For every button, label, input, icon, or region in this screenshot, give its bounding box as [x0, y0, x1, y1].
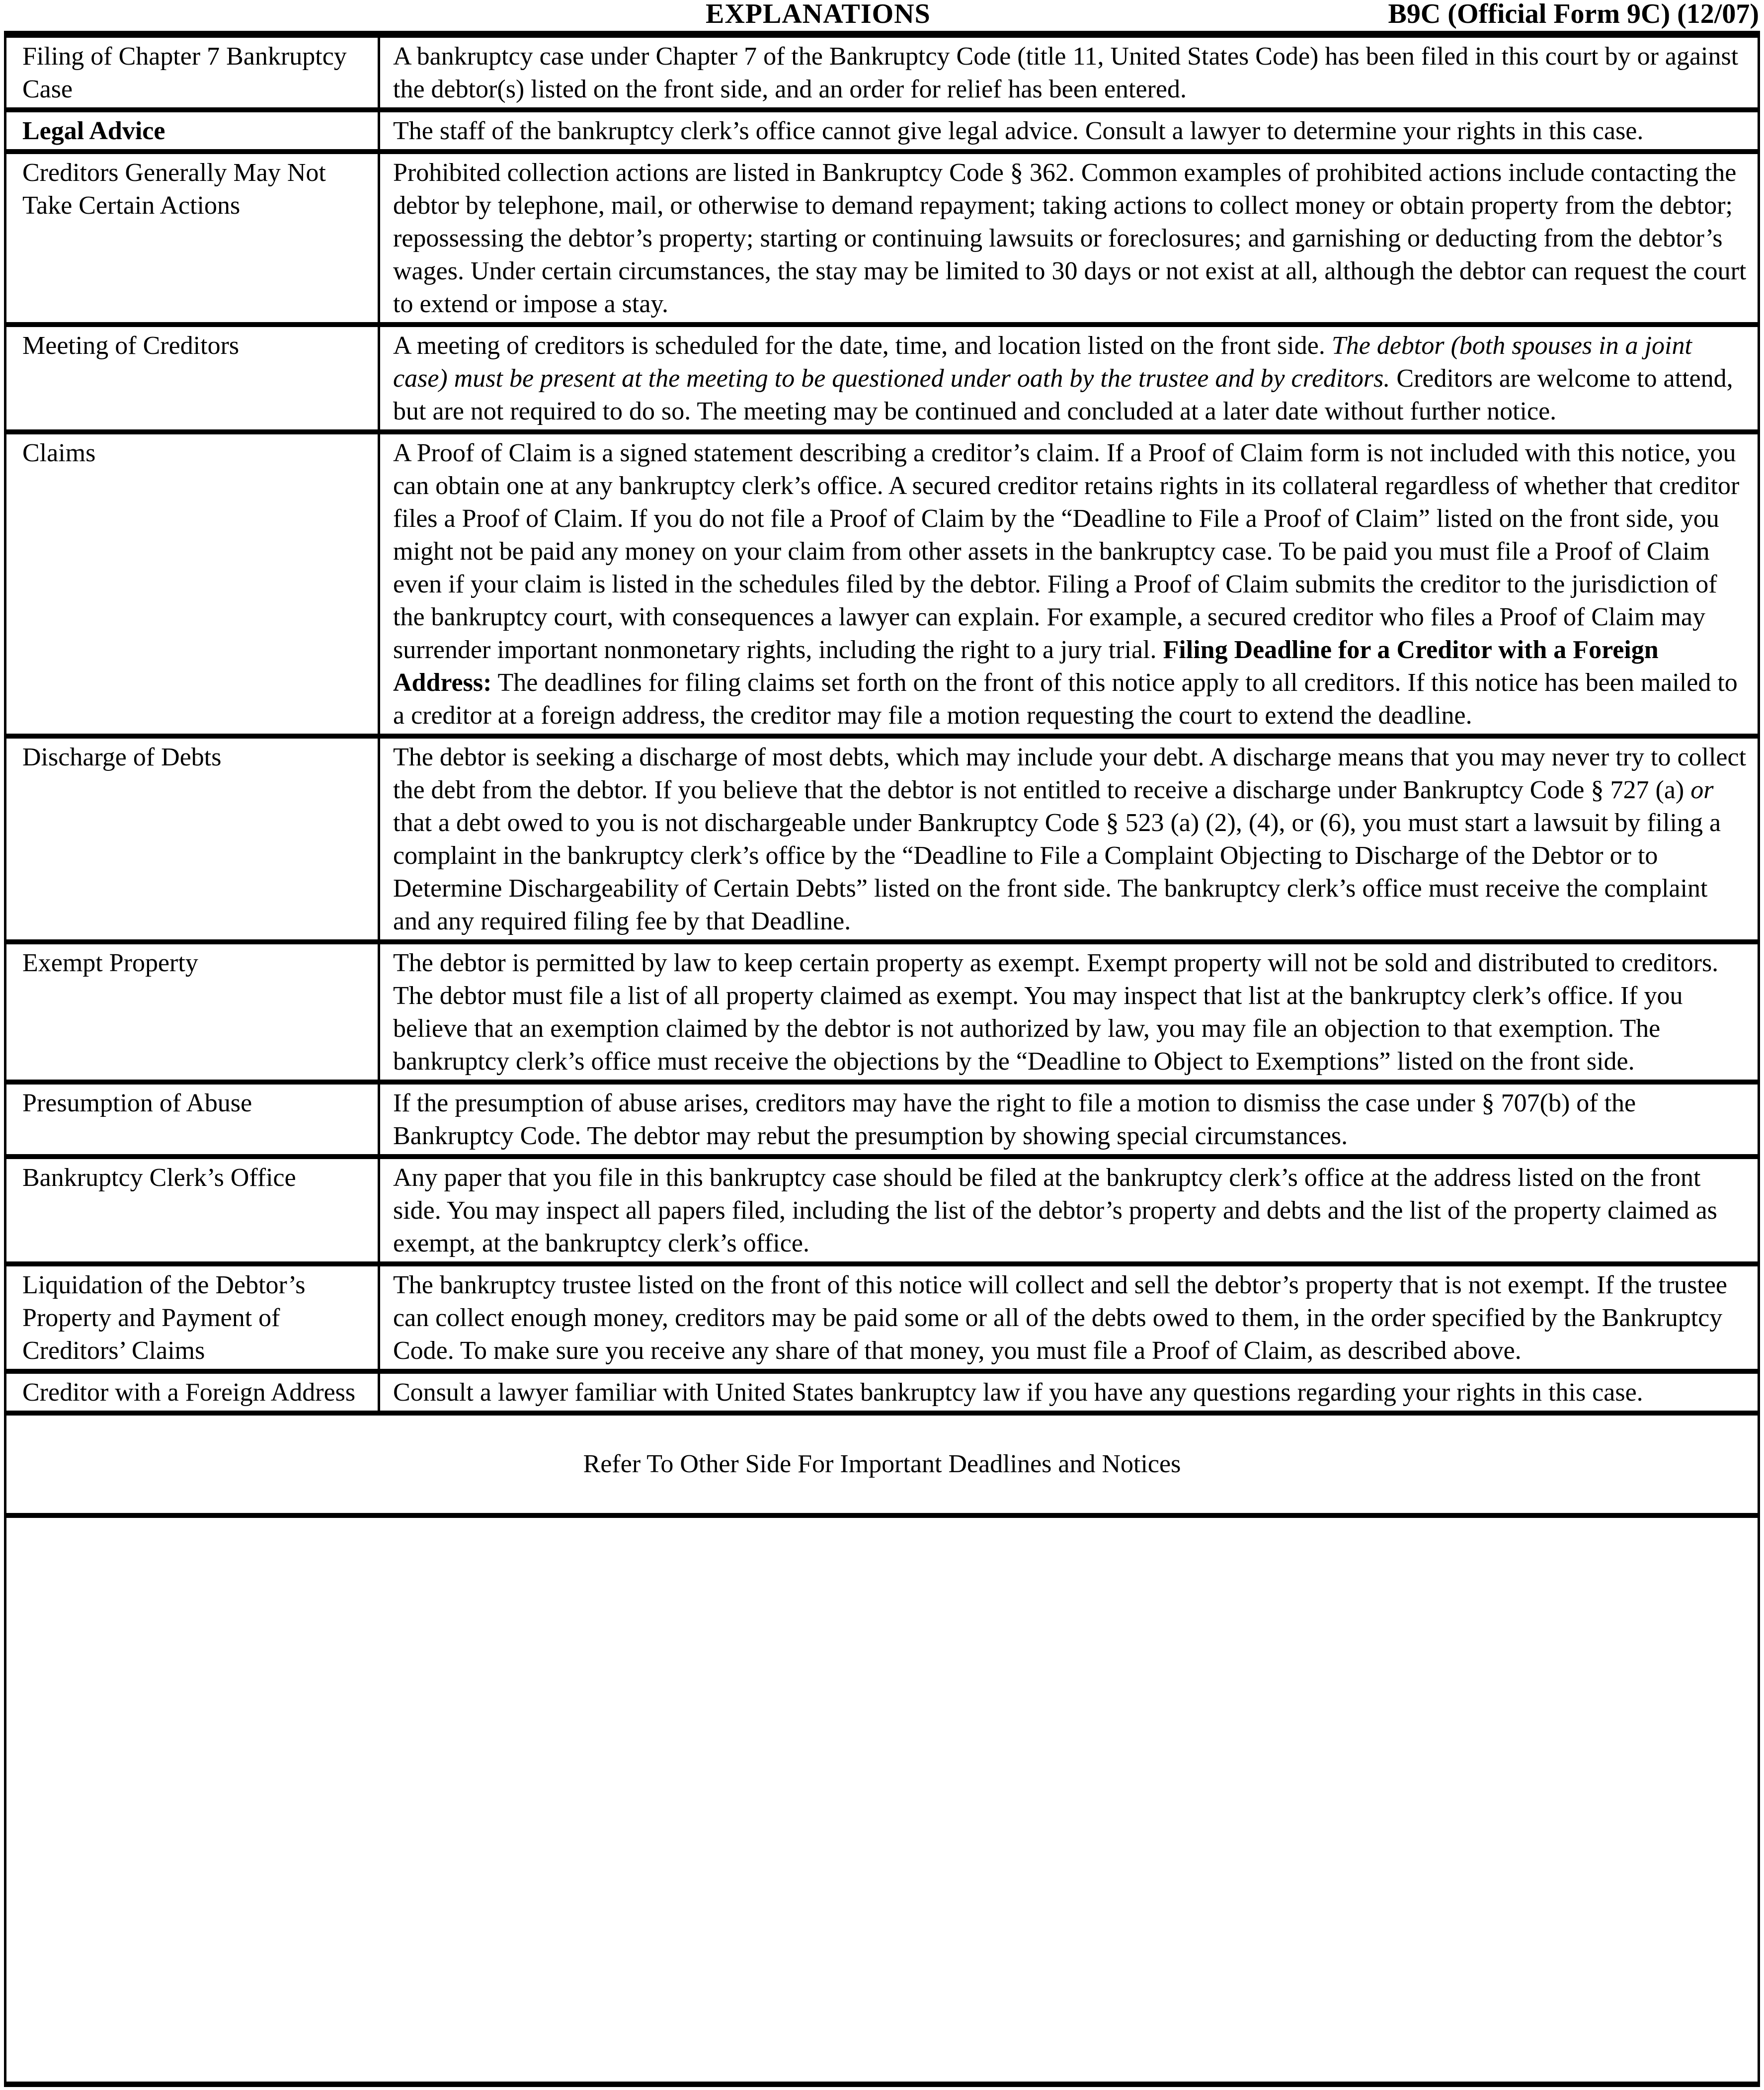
row-body — [380, 944, 1758, 1080]
row-label: Presumption of Abuse — [6, 1085, 380, 1154]
body-text: A bankruptcy case under Chapter 7 of the Bankruptcy Code (title 11, United States Code) has been filed in this court by or against the debtor(s) listed on the front side, and an order for relief has been entered. — [393, 42, 1739, 103]
table-row-legal-advice — [6, 112, 1758, 154]
body-text: The staff of the bankruptcy clerk’s office cannot give legal advice. Consult a lawyer to determine your rights in this case. — [393, 117, 1644, 145]
row-label: Legal Advice — [6, 112, 380, 149]
body-text: A meeting of creditors is scheduled for the date, time, and location listed on the front side. — [393, 332, 1332, 360]
row-label: Creditor with a Foreign Address — [6, 1374, 380, 1411]
body-text: Prohibited collection actions are listed in Bankruptcy Code § 362. Common examples of prohibited actions include contacting the debtor by telephone, mail, or otherwise to demand repayment; taking actions to collect money or obtain property from the debtor; repossessing the debtor’s property; starting or continuing lawsuits or foreclosures; and garnishing or deducting from the debtor’s wages. Under certain circumstances, the stay may be limited to 30 days or not exist at all, although the debtor can request the court to extend or impose a stay. — [393, 159, 1747, 318]
row-body — [380, 154, 1758, 322]
table-row-bankruptcy-clerks-office — [6, 1159, 1758, 1266]
row-body — [380, 1374, 1758, 1411]
row-body — [380, 739, 1758, 939]
table-row-discharge-of-debts — [6, 739, 1758, 944]
table-row-presumption-of-abuse — [6, 1085, 1758, 1159]
refer-note-row — [6, 1416, 1758, 1518]
row-body — [380, 1085, 1758, 1154]
row-label: Filing of Chapter 7 Bankruptcy Case — [6, 38, 380, 107]
body-text-italic: The debtor (both spouses in a joint case) must be present at the meeting to be questioned under oath by the trustee and by creditors. — [393, 332, 1692, 393]
row-label: Liquidation of the Debtor’s Property and Payment of Creditors’ Claims — [6, 1266, 380, 1369]
body-text: If the presumption of abuse arises, creditors may have the right to file a motion to dismiss the case under § 707(b) of the Bankruptcy Code. The debtor may rebut the presumption by showing special circumstances. — [393, 1089, 1636, 1150]
row-body — [380, 38, 1758, 107]
body-text: Any paper that you file in this bankruptcy case should be filed at the bankruptcy clerk’s office at the address listed on the front side. You may inspect all papers filed, including the list of the debtor’s property and debts and the list of the property claimed as exempt, at the bankruptcy clerk’s office. — [393, 1164, 1717, 1257]
row-body — [380, 434, 1758, 734]
page-title: EXPLANATIONS — [706, 0, 931, 29]
body-text: The bankruptcy trustee listed on the front of this notice will collect and sell the debtor’s property that is not exempt. If the trustee can collect enough money, creditors may be paid some or all of the debts owed to them, in the order specified by the Bankruptcy Code. To make sure you receive any share of that money, you must file a Proof of Claim, as described above. — [393, 1271, 1727, 1365]
body-text: A Proof of Claim is a signed statement describing a creditor’s claim. If a Proof of Claim form is not included with this notice, you can obtain one at any bankruptcy clerk’s office. A secured creditor retains rights in its collateral regardless of whether that creditor files a Proof of Claim. If you do not file a Proof of Claim by the “Deadline to File a Proof of Claim” listed on the front side, you might not be paid any money on your claim from other assets in the bankruptcy case. To be paid you must file a Proof of Claim even if your claim is listed in the schedules filed by the debtor. Filing a Proof of Claim submits the creditor to the jurisdiction of the bankruptcy court, with consequences a lawyer can explain. For example, a secured creditor who files a Proof of Claim may surrender important nonmonetary rights, including the right to a jury trial. — [393, 439, 1740, 664]
row-label: Discharge of Debts — [6, 739, 380, 939]
table-row-claims — [6, 434, 1758, 739]
table-row-creditor-actions — [6, 154, 1758, 327]
table-row-filing — [6, 38, 1758, 112]
form-number: B9C (Official Form 9C) (12/07) — [1388, 0, 1759, 29]
row-body — [380, 1266, 1758, 1369]
body-text-italic: or — [1690, 776, 1714, 804]
row-label: Bankruptcy Clerk’s Office — [6, 1159, 380, 1261]
body-text: The debtor is seeking a discharge of most debts, which may include your debt. A discharge means that you may never try to collect the debt from the debtor. If you believe that the debtor is not entitled to receive a discharge under Bankruptcy Code § 727 (a) — [393, 743, 1747, 804]
refer-note: Refer To Other Side For Important Deadlines and Notices — [583, 1450, 1181, 1478]
row-label: Exempt Property — [6, 944, 380, 1080]
row-body — [380, 112, 1758, 149]
table-row-meeting-of-creditors — [6, 327, 1758, 434]
body-text: that a debt owed to you is not dischargeable under Bankruptcy Code § 523 (a) (2), (4), or (6), you must start a lawsuit by filing a complaint in the bankruptcy clerk’s office by the “Deadline to File a Complaint Objecting to Discharge of the Debtor or to Determine Dischargeability of Certain Debts” listed on the front side. The bankruptcy clerk’s office must receive the complaint and any required filing fee by that Deadline. — [393, 809, 1721, 935]
row-label: Meeting of Creditors — [6, 327, 380, 429]
page-header — [4, 0, 1760, 31]
row-body — [380, 327, 1758, 429]
row-label: Creditors Generally May Not Take Certain Actions — [6, 154, 380, 322]
body-text: Consult a lawyer familiar with United States bankruptcy law if you have any questions regarding your rights in this case. — [393, 1378, 1643, 1407]
blank-area — [6, 1518, 1758, 2082]
body-text: Creditors are welcome to attend, but are not required to do so. The meeting may be continued and concluded at a later date without further notice. — [393, 364, 1733, 425]
table-row-exempt-property — [6, 944, 1758, 1085]
table-row-liquidation — [6, 1266, 1758, 1374]
row-label: Claims — [6, 434, 380, 734]
body-text: The debtor is permitted by law to keep certain property as exempt. Exempt property will not be sold and distributed to creditors. The debtor must file a list of all property claimed as exempt. You may inspect that list at the bankruptcy clerk’s office. If you believe that an exemption claimed by the debtor is not authorized by law, you may file an objection to that exemption. The bankruptcy clerk’s office must receive the objections by the “Deadline to Object to Exemptions” listed on the front side. — [393, 949, 1719, 1076]
table-row-foreign-creditor — [6, 1374, 1758, 1416]
explanations-table — [4, 31, 1760, 2087]
row-body — [380, 1159, 1758, 1261]
body-text-bold: Filing Deadline for a Creditor with a Foreign Address: — [393, 636, 1659, 697]
body-text: The deadlines for filing claims set forth on the front of this notice apply to all creditors. If this notice has been mailed to a creditor at a foreign address, the creditor may file a motion requesting the court to extend the deadline. — [393, 669, 1738, 730]
